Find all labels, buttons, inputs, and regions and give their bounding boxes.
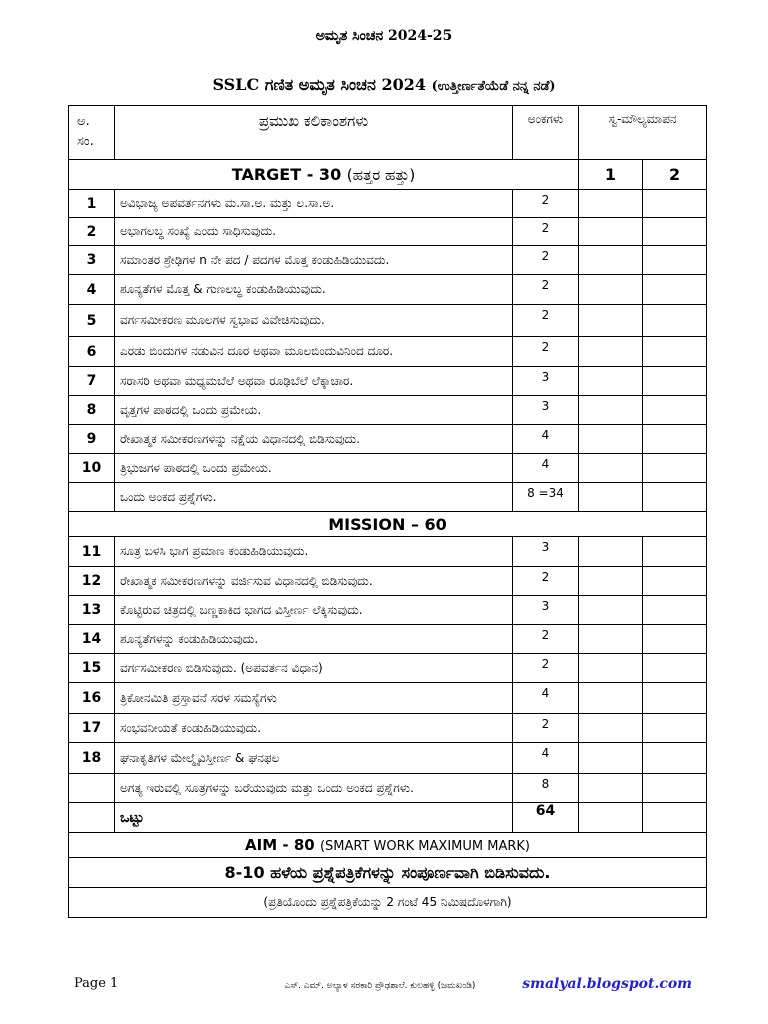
table-header-row: [69, 106, 707, 160]
row-marks: 8 =34: [513, 483, 579, 512]
table-row: [69, 218, 707, 246]
row-number: 11: [69, 537, 115, 567]
table-row: [69, 683, 707, 714]
sl-no-header: ಅ. ಸಂ.: [69, 106, 115, 160]
row-number: 5: [69, 305, 115, 337]
aim-note: (ಪ್ರತಿಯೊಂದು ಪ್ರಶ್ನೆಪತ್ರಿಕೆಯನ್ನು 2 ಗಂಟೆ 45 ನಿಮಿಷದೊಳಗಾಗಿ): [69, 888, 707, 918]
row-number: 10: [69, 454, 115, 483]
table-row: [69, 567, 707, 596]
row-assessment-2: [643, 454, 707, 483]
row-topic: ಅಗತ್ಯ ಇರುವಲ್ಲಿ ಸೂತ್ರಗಳನ್ನು ಬರೆಯುವುದು ಮತ್ತು ಒಂದು ಅಂಕದ ಪ್ರಶ್ನೆಗಳು.: [115, 774, 513, 803]
row-number: 7: [69, 367, 115, 396]
row-number: 16: [69, 683, 115, 714]
table-row: [69, 425, 707, 454]
total-label: ಒಟ್ಟು: [115, 803, 513, 833]
table-row: [69, 454, 707, 483]
row-assessment-2: [643, 367, 707, 396]
row-assessment-1: [579, 714, 643, 743]
total-row: [69, 803, 707, 833]
table-row: [69, 625, 707, 654]
target-heading: TARGET - 30 (ಹತ್ತರ ಹತ್ತು): [69, 160, 579, 190]
row-topic: ಶೂನ್ಯತೆಗಳನ್ನು ಕಂಡುಹಿಡಿಯುವುದು.: [115, 625, 513, 654]
row-number: 2: [69, 218, 115, 246]
row-assessment-2: [643, 625, 707, 654]
row-assessment-1: [579, 425, 643, 454]
row-number: [69, 483, 115, 512]
page-subtitle: (ಉತ್ತೀರ್ಣತೆಯೆಡೆ ನನ್ನ ನಡೆ): [431, 79, 556, 94]
aim-note-row: [69, 888, 707, 918]
row-marks: 8: [513, 774, 579, 803]
row-assessment-2: [643, 537, 707, 567]
table-row: [69, 305, 707, 337]
row-topic: ಸೂತ್ರ ಬಳಸಿ ಭಾಗ ಪ್ರಮಾಣ ಕಂಡುಹಿಡಿಯುವುದು.: [115, 537, 513, 567]
mission-heading: MISSION – 60: [69, 512, 707, 537]
aim-title: AIM - 80: [245, 836, 315, 854]
assessment-col-1: 1: [579, 160, 643, 190]
table-row: [69, 774, 707, 803]
row-marks: 4: [513, 425, 579, 454]
row-marks: 2: [513, 654, 579, 683]
table-row: [69, 337, 707, 367]
row-assessment-1: [579, 190, 643, 218]
row-assessment-1: [579, 275, 643, 305]
row-assessment-2: [643, 275, 707, 305]
row-number: 1: [69, 190, 115, 218]
blog-link[interactable]: smalyal.blogspot.com: [522, 976, 692, 992]
row-marks: 2: [513, 275, 579, 305]
row-assessment-2: [643, 425, 707, 454]
row-topic: ಸಮಾಂತರ ಶ್ರೇಢಿಗಳ n ನೇ ಪದ / ಪದಗಳ ಮೊತ್ತ ಕಂಡುಹಿಡಿಯುವದು.: [115, 246, 513, 275]
row-topic: ವರ್ಗಸಮೀಕರಣ ಮೂಲಗಳ ಸ್ವಭಾವ ವಿವೇಚಿಸುವುದು.: [115, 305, 513, 337]
document-header: ಅಮೃತ ಸಿಂಚನ 2024-25: [315, 28, 453, 44]
table-row: [69, 714, 707, 743]
row-topic: ವರ್ಗಸಮೀಕರಣ ಬಿಡಿಸುವುದು. (ಅಪವರ್ತನ ವಿಧಾನ): [115, 654, 513, 683]
table-row: [69, 743, 707, 774]
row-assessment-1: [579, 483, 643, 512]
row-assessment-2: [643, 596, 707, 625]
row-topic: ಸರಾಸರಿ ಅಥವಾ ಮಧ್ಯಮಬೆಲೆ ಅಥವಾ ರೂಢಿಬೆಲೆ ಲೆಕ್ಕಾಚಾರ.: [115, 367, 513, 396]
row-assessment-1: [579, 305, 643, 337]
row-marks: 2: [513, 567, 579, 596]
aim-heading-row: [69, 833, 707, 858]
table-row: [69, 654, 707, 683]
total-value: 64: [513, 803, 579, 833]
table-row: [69, 246, 707, 275]
row-marks: 2: [513, 190, 579, 218]
row-topic: ತ್ರಿಭುಜಗಳ ಪಾಠದಲ್ಲಿ ಒಂದು ಪ್ರಮೇಯ.: [115, 454, 513, 483]
assessment-col-2: 2: [643, 160, 707, 190]
row-assessment-2: [643, 246, 707, 275]
syllabus-table: [68, 105, 707, 918]
row-number: 13: [69, 596, 115, 625]
marks-header: ಅಂಕಗಳು: [513, 106, 579, 160]
self-assessment-header: ಸ್ವ-ಮೌಲ್ಯಮಾಪನ: [579, 106, 707, 160]
page-number: Page 1: [74, 976, 119, 991]
row-assessment-2: [643, 683, 707, 714]
row-topic: ಕೊಟ್ಟಿರುವ ಚಿತ್ರದಲ್ಲಿ ಬಣ್ಣಕಾಕಿದ ಭಾಗದ ವಿಸ್ತೀರ್ಣ ಲೆಕ್ಕಿಸುವುದು.: [115, 596, 513, 625]
row-marks: 4: [513, 743, 579, 774]
row-number: 17: [69, 714, 115, 743]
row-number: 9: [69, 425, 115, 454]
table-row: [69, 483, 707, 512]
page-title-text: SSLC ಗಣಿತ ಅಮೃತ ಸಿಂಚನ 2024: [212, 75, 426, 94]
row-topic: ಘನಾಕೃತಿಗಳ ಮೇಲ್ಮೈವಿಸ್ತೀರ್ಣ & ಘನಫಲ: [115, 743, 513, 774]
row-topic: ವೃತ್ತಗಳ ಪಾಠದಲ್ಲಿ ಒಂದು ಪ್ರಮೇಯ.: [115, 396, 513, 425]
row-assessment-2: [643, 396, 707, 425]
row-assessment-1: [579, 683, 643, 714]
row-marks: 2: [513, 218, 579, 246]
row-assessment-1: [579, 743, 643, 774]
row-assessment-1: [579, 567, 643, 596]
row-number: 12: [69, 567, 115, 596]
school-name: ಎಸ್. ಎಮ್. ಅಲ್ಯಾಳ ಸರಕಾರಿ ಪ್ರೌಢಶಾಲೆ. ಕುಲಹಳ್ಳಿ (ಜಮಖಂಡಿ): [284, 981, 476, 991]
row-assessment-2: [643, 483, 707, 512]
row-assessment-2: [643, 218, 707, 246]
row-marks: 2: [513, 714, 579, 743]
row-assessment-2: [643, 774, 707, 803]
row-assessment-1: [579, 367, 643, 396]
row-assessment-2: [643, 190, 707, 218]
table-row: [69, 275, 707, 305]
row-topic: ಸಂಭವನೀಯತೆ ಕಂಡುಹಿಡಿಯುವುದು.: [115, 714, 513, 743]
row-marks: 2: [513, 625, 579, 654]
aim-instruction: 8-10 ಹಳೆಯ ಪ್ರಶ್ನೆಪತ್ರಿಕೆಗಳನ್ನು ಸಂಪೂರ್ಣವಾಗಿ ಬಿಡಿಸುವದು.: [69, 858, 707, 888]
row-assessment-1: [579, 625, 643, 654]
row-assessment-1: [579, 337, 643, 367]
page-title: [0, 75, 768, 95]
aim-instruction-row: [69, 858, 707, 888]
row-assessment-1: [579, 537, 643, 567]
row-assessment-2: [643, 305, 707, 337]
table-row: [69, 367, 707, 396]
row-number: 6: [69, 337, 115, 367]
row-topic: ಅವಿಭಾಜ್ಯ ಅಪವರ್ತನಗಳು ಮ.ಸಾ.ಅ. ಮತ್ತು ಲ.ಸಾ.ಅ.: [115, 190, 513, 218]
row-number: 14: [69, 625, 115, 654]
row-number: 18: [69, 743, 115, 774]
row-assessment-2: [643, 714, 707, 743]
row-assessment-1: [579, 218, 643, 246]
row-marks: 2: [513, 305, 579, 337]
row-assessment-2: [643, 567, 707, 596]
row-topic: ರೇಖಾತ್ಮಕ ಸಮೀಕರಣಗಳನ್ನು ವರ್ಜಿಸುವ ವಿಧಾನದಲ್ಲಿ ಬಿಡಿಸುವುದು.: [115, 567, 513, 596]
row-topic: ಒಂದು ಅಂಕದ ಪ್ರಶ್ನೆಗಳು.: [115, 483, 513, 512]
row-topic: ರೇಖಾತ್ಮಕ ಸಮೀಕರಣಗಳನ್ನು ನಕ್ಷೆಯ ವಿಧಾನದಲ್ಲಿ ಬಿಡಿಸುವುದು.: [115, 425, 513, 454]
table-row: [69, 537, 707, 567]
row-marks: 3: [513, 537, 579, 567]
row-assessment-2: [643, 654, 707, 683]
topics-header: ಪ್ರಮುಖ ಕಲಿಕಾಂಶಗಳು: [115, 106, 513, 160]
row-marks: 2: [513, 246, 579, 275]
total-assessment-1: [579, 803, 643, 833]
table-row: [69, 190, 707, 218]
row-marks: 2: [513, 337, 579, 367]
mission-section-row: [69, 512, 707, 537]
total-assessment-2: [643, 803, 707, 833]
row-assessment-1: [579, 596, 643, 625]
row-number: 15: [69, 654, 115, 683]
row-assessment-1: [579, 396, 643, 425]
row-topic: ಅಭಾಗಲಬ್ಧ ಸಂಖ್ಯೆ ಎಂದು ಸಾಧಿಸುವುದು.: [115, 218, 513, 246]
row-marks: 4: [513, 683, 579, 714]
table-row: [69, 396, 707, 425]
row-number: 8: [69, 396, 115, 425]
aim-subtitle: (SMART WORK MAXIMUM MARK): [319, 839, 530, 854]
row-topic: ಶೂನ್ಯತೆಗಳ ಮೊತ್ತ & ಗುಣಲಬ್ಧ ಕಂಡುಹಿಡಿಯುವುದು.: [115, 275, 513, 305]
target-section-row: [69, 160, 707, 190]
row-assessment-1: [579, 246, 643, 275]
row-marks: 3: [513, 367, 579, 396]
row-marks: 3: [513, 596, 579, 625]
row-number: [69, 774, 115, 803]
row-number: 4: [69, 275, 115, 305]
row-marks: 3: [513, 396, 579, 425]
row-assessment-2: [643, 743, 707, 774]
table-row: [69, 596, 707, 625]
row-assessment-1: [579, 774, 643, 803]
total-empty: [69, 803, 115, 833]
row-assessment-1: [579, 654, 643, 683]
row-topic: ತ್ರಿಕೋನಮಿತಿ ಪ್ರಸ್ತಾವನೆ ಸರಳ ಸಮಸ್ಯೆಗಳು: [115, 683, 513, 714]
aim-heading: [69, 833, 707, 858]
row-assessment-1: [579, 454, 643, 483]
row-topic: ಎರಡು ಬಿಂದುಗಳ ನಡುವಿನ ದೂರ ಅಥವಾ ಮೂಲಬಿಂದುವಿನಿಂದ ದೂರ.: [115, 337, 513, 367]
row-number: 3: [69, 246, 115, 275]
row-assessment-2: [643, 337, 707, 367]
row-marks: 4: [513, 454, 579, 483]
